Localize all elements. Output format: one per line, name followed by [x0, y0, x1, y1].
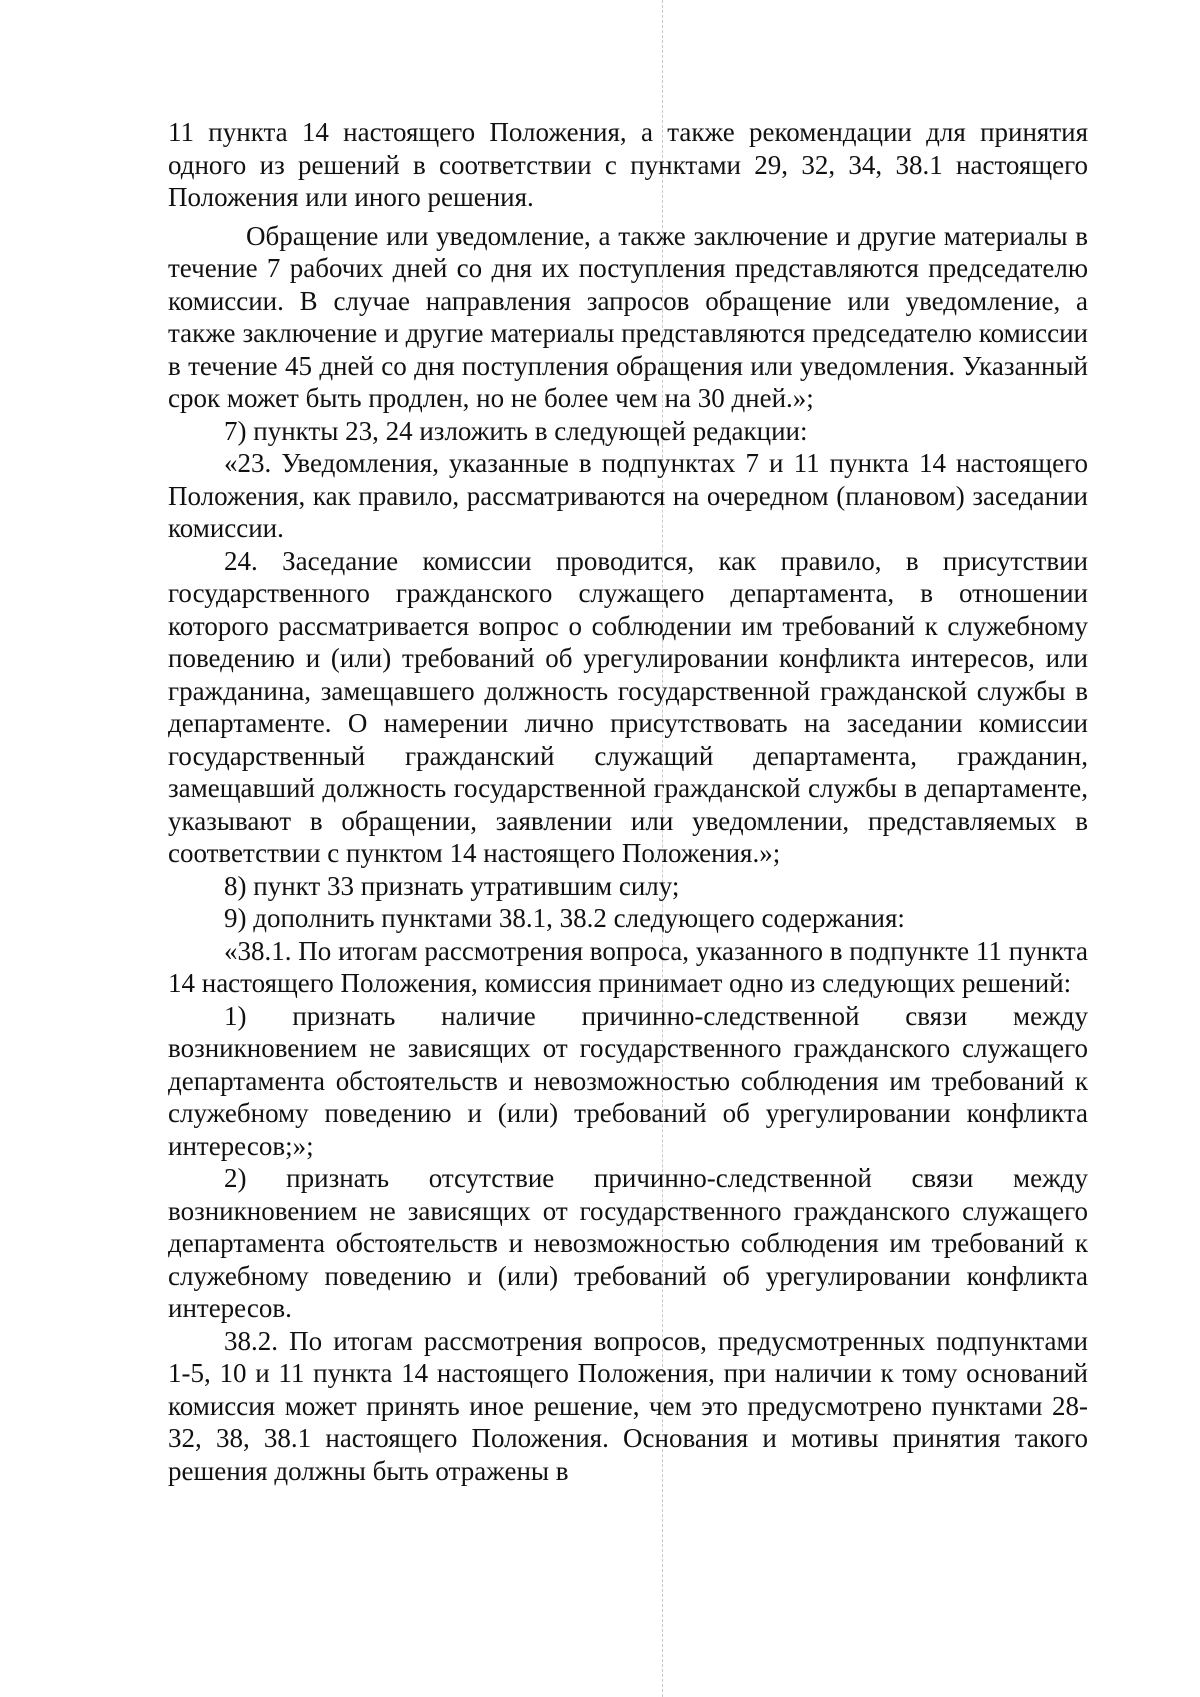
paragraph-amendment-8: 8) пункт 33 признать утратившим силу;: [224, 870, 680, 901]
paragraph-decision-2: 2) признать отсутствие причинно-следственной связи между возникновением не зависящих от государственного гражданского служащего департамента обстоятельств и невозможностью соблюдения им требований к служебному поведению и (или) требований об урегулировании конфликта интересов.: [168, 1163, 1088, 1323]
paragraph-point-38-2: 38.2. По итогам рассмотрения вопросов, предусмотренных подпунктами 1-5, 10 и 11 пункта 14 настоящего Положения, при наличии к тому оснований комиссия может принять иное решение, чем это предусмотрено пунктами 28-32, 38, 38.1 настоящего Положения. Основания и мотивы принятия такого решения должны быть отражены в: [168, 1325, 1088, 1486]
paragraph-decision-1: 1) признать наличие причинно-следственной связи между возникновением не зависящих от государственного гражданского служащего департамента обстоятельств и невозможностью соблюдения им требований к служебному поведению и (или) требований об урегулировании конфликта интересов;»;: [168, 1000, 1088, 1161]
paragraph-amendment-9: 9) дополнить пунктами 38.1, 38.2 следующего содержания:: [224, 903, 905, 933]
paragraph-point-24: 24. Заседание комиссии проводится, как правило, в присутствии государственного гражданского служащего департамента, в отношении которого рассматривается вопрос о соблюдении им требований к служебному поведению и (или) требований об урегулировании конфликта интересов, или гражданина, замещавшего должность государственной гражданской службы в департаменте. О намерении лично присутствовать на заседании комиссии государственный гражданский служащий департамента, гражданин, замещавший должность государственной гражданской службы в департаменте, указывают в обращении, заявлении или уведомлении, представляемых в соответствии с пунктом 14 настоящего Положения.»;: [168, 545, 1088, 868]
paragraph-amendment-7: 7) пункты 23, 24 изложить в следующей редакции:: [224, 415, 808, 446]
paragraph-continuation: 11 пункта 14 настоящего Положения, а также рекомендации для принятия одного из решений в соответствии с пунктами 29, 32, 34, 38.1 настоящего Положения или иного решения.: [168, 117, 1088, 212]
paragraph-point-23: «23. Уведомления, указанные в подпунктах 7 и 11 пункта 14 настоящего Положения, как правило, рассматриваются на очередном (плановом) заседании комиссии.: [168, 448, 1088, 543]
paragraph-point-38-1: «38.1. По итогам рассмотрения вопроса, указанного в подпункте 11 пункта 14 настоящего Положения, комиссия принимает одно из следующих решений:: [168, 935, 1088, 998]
document-body: [168, 116, 1088, 1487]
paragraph-appeal-timeline: Обращение или уведомление, а также заключение и другие материалы в течение 7 рабочих дней со дня их поступления представляются председателю комиссии. В случае направления запросов обращение или уведомление, а также заключение и другие материалы представляются председателю комиссии в течение 45 дней со дня поступления обращения или уведомления. Указанный срок может быть продлен, но не более чем на 30 дней.»;: [168, 220, 1088, 413]
